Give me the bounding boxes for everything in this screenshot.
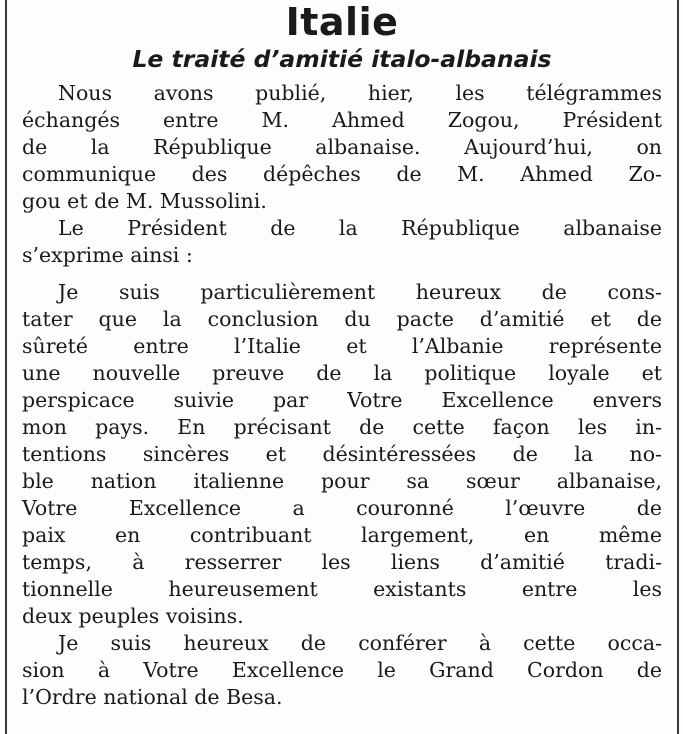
text-line: tentions sincères et désintéressées de la no- xyxy=(22,442,662,466)
text-line: s’exprime ainsi : xyxy=(22,243,193,267)
text-line: perspicace suivie par Votre Excellence envers xyxy=(22,388,662,412)
spacer xyxy=(22,269,662,279)
article xyxy=(22,0,662,711)
text-line: de la République albanaise. Aujourd’hui, on xyxy=(22,135,662,159)
text-line: mon pays. En précisant de cette façon les in- xyxy=(22,415,662,439)
text-line: communique des dépêches de M. Ahmed Zo- xyxy=(22,162,662,186)
text-line: Votre Excellence a couronné l’œuvre de xyxy=(22,496,662,520)
text-line: sion à Votre Excellence le Grand Cordon de xyxy=(22,658,662,682)
text-line: Le Président de la République albanaise xyxy=(58,216,662,240)
paragraph-grand-cordon xyxy=(22,630,662,711)
paragraph-telegram xyxy=(22,279,662,630)
text-line: tater que la conclusion du pacte d’amitié et de xyxy=(22,307,662,331)
paragraph-intro xyxy=(22,80,662,215)
text-line: une nouvelle preuve de la politique loyale et xyxy=(22,361,662,385)
text-line: sûreté entre l’Italie et l’Albanie représente xyxy=(22,334,662,358)
headline: Italie xyxy=(285,0,399,44)
text-line: l’Ordre national de Besa. xyxy=(22,685,283,709)
text-line: échangés entre M. Ahmed Zogou, Président xyxy=(22,108,662,132)
text-line: deux peuples voisins. xyxy=(22,604,244,628)
paragraph-president-says xyxy=(22,215,662,269)
text-line: Je suis heureux de conférer à cette occa- xyxy=(58,631,662,655)
text-line: Nous avons publié, hier, les télégrammes xyxy=(58,81,662,105)
text-line: temps, à resserrer les liens d’amitié tradi- xyxy=(22,550,662,574)
text-line: gou et de M. Mussolini. xyxy=(22,189,267,213)
text-line: tionnelle heureusement existants entre les xyxy=(22,577,662,601)
text-line: paix en contribuant largement, en même xyxy=(22,523,662,547)
subheadline: Le traité d’amitié italo-albanais xyxy=(132,45,552,73)
column-rule-left xyxy=(5,0,7,734)
text-line: ble nation italienne pour sa sœur albanaise, xyxy=(22,469,662,493)
text-line: Je suis particulièrement heureux de cons- xyxy=(58,280,662,304)
column-rule-right xyxy=(677,0,679,734)
